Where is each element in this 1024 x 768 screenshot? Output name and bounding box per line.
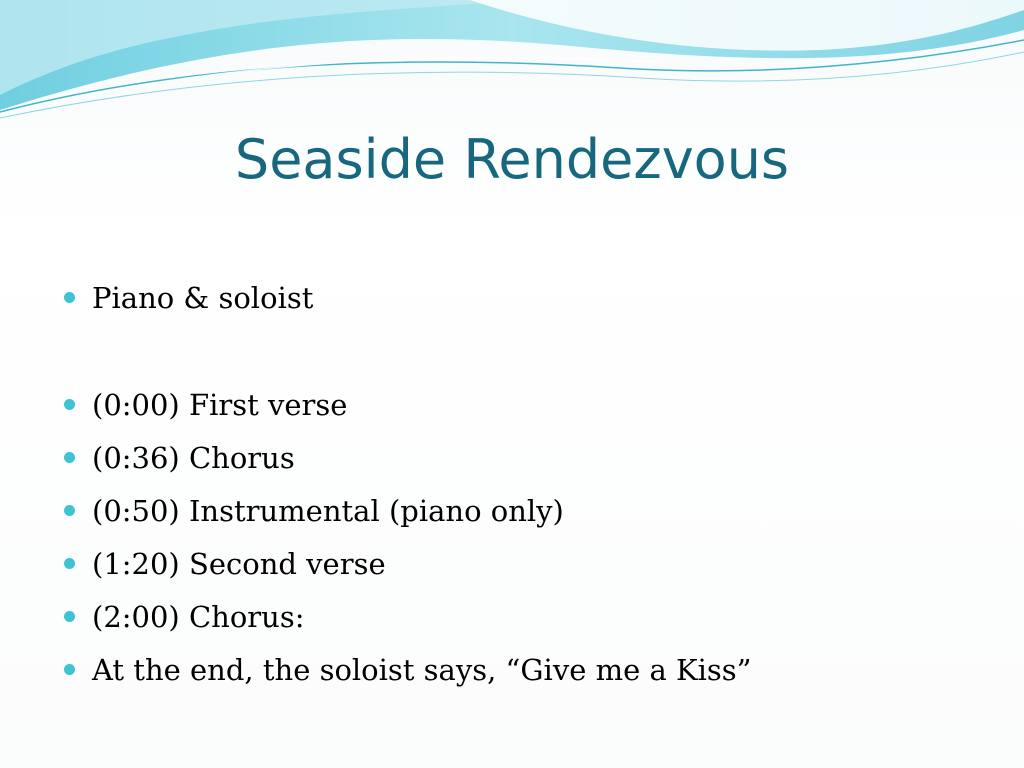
bullet-text: At the end, the soloist says, “Give me a Kiss” [92, 653, 752, 687]
bullet-text: (1:20) Second verse [92, 547, 386, 581]
bullet-list [62, 278, 982, 703]
slide-title: Seaside Rendezvous [234, 128, 790, 191]
bullet-icon [64, 611, 75, 622]
bullet-text: (2:00) Chorus: [92, 600, 305, 634]
bullet-text: (0:36) Chorus [92, 441, 295, 475]
bullet-text: (0:50) Instrumental (piano only) [92, 494, 564, 528]
bullet-icon [64, 399, 75, 410]
bullet-icon [64, 452, 75, 463]
list-item [62, 597, 982, 650]
list-item [62, 650, 982, 703]
list-item [62, 491, 982, 544]
bullet-text: (0:00) First verse [92, 388, 348, 422]
bullet-icon [64, 664, 75, 675]
list-item [62, 278, 982, 385]
list-item [62, 385, 982, 438]
list-item [62, 544, 982, 597]
bullet-icon [64, 505, 75, 516]
bullet-icon [64, 292, 75, 303]
list-item [62, 438, 982, 491]
bullet-icon [64, 558, 75, 569]
bullet-text: Piano & soloist [92, 281, 314, 315]
wave-decoration [0, 0, 1024, 130]
